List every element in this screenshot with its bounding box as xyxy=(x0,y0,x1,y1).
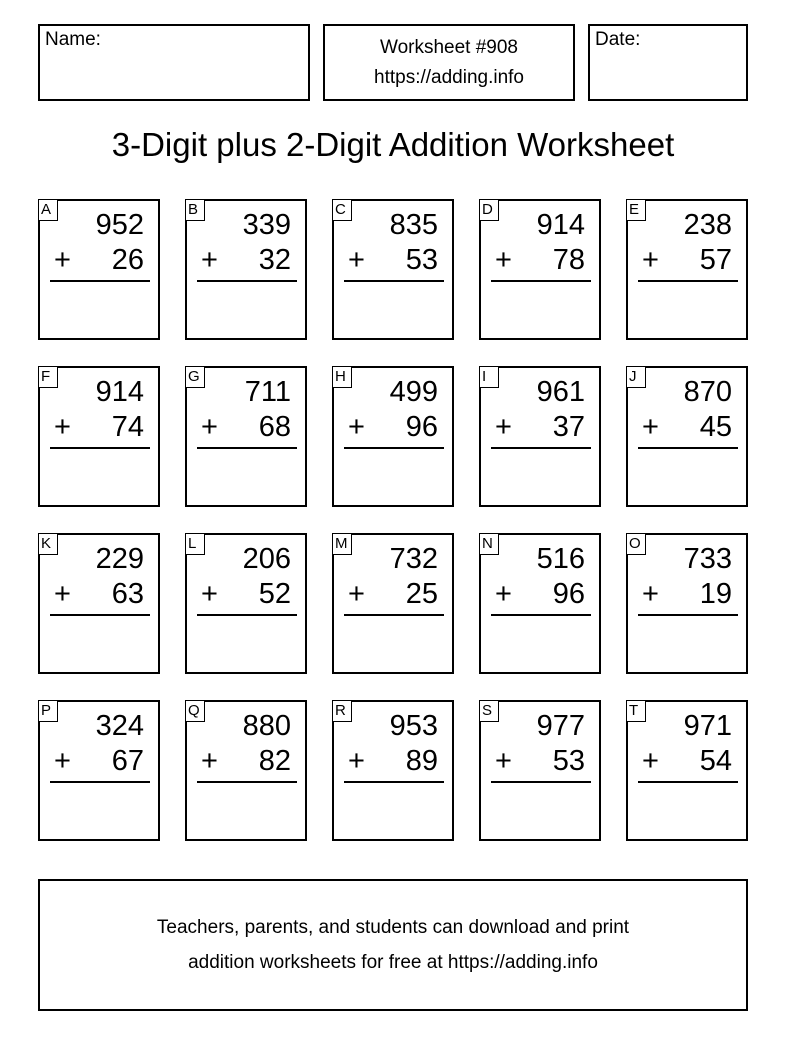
top-addend: 952 xyxy=(95,209,144,241)
bottom-addend: 19 xyxy=(699,578,732,610)
bottom-addend: 32 xyxy=(258,244,291,276)
plus-sign: + xyxy=(495,244,512,276)
problem-letter: R xyxy=(332,700,352,722)
bottom-addend: 45 xyxy=(699,411,732,443)
problem-cell-k[interactable] xyxy=(38,533,160,674)
bottom-addend: 52 xyxy=(258,578,291,610)
worksheet-title: 3-Digit plus 2-Digit Addition Worksheet xyxy=(111,126,675,163)
bottom-addend: 37 xyxy=(552,411,585,443)
problem-letter: E xyxy=(626,199,646,221)
problem-cell-j[interactable] xyxy=(626,366,748,507)
bottom-addend: 63 xyxy=(111,578,144,610)
footer-line-2: addition worksheets for free at https://adding.info xyxy=(188,952,598,973)
plus-sign: + xyxy=(201,244,218,276)
top-addend: 229 xyxy=(95,543,144,575)
problem-cell-p[interactable] xyxy=(38,700,160,841)
answer-line xyxy=(638,280,738,282)
plus-sign: + xyxy=(54,411,71,443)
answer-line xyxy=(344,447,444,449)
problem-letter: I xyxy=(479,366,499,388)
bottom-addend: 54 xyxy=(699,745,732,777)
bottom-addend: 53 xyxy=(552,745,585,777)
plus-sign: + xyxy=(348,244,365,276)
bottom-addend: 25 xyxy=(405,578,438,610)
plus-sign: + xyxy=(495,411,512,443)
answer-line xyxy=(638,447,738,449)
answer-line xyxy=(197,447,297,449)
answer-line xyxy=(638,781,738,783)
problem-cell-o[interactable] xyxy=(626,533,748,674)
plus-sign: + xyxy=(348,578,365,610)
plus-sign: + xyxy=(642,411,659,443)
top-addend: 206 xyxy=(242,543,291,575)
top-addend: 977 xyxy=(536,710,585,742)
top-addend: 961 xyxy=(536,376,585,408)
bottom-addend: 89 xyxy=(405,745,438,777)
problem-letter: B xyxy=(185,199,205,221)
problem-letter: O xyxy=(626,533,646,555)
answer-line xyxy=(50,781,150,783)
plus-sign: + xyxy=(54,578,71,610)
answer-line xyxy=(344,280,444,282)
footer-line-1: Teachers, parents, and students can download and print xyxy=(156,917,630,938)
bottom-addend: 67 xyxy=(111,745,144,777)
bottom-addend: 74 xyxy=(111,411,144,443)
top-addend: 516 xyxy=(536,543,585,575)
answer-line xyxy=(197,781,297,783)
plus-sign: + xyxy=(495,578,512,610)
problem-cell-d[interactable] xyxy=(479,199,601,340)
top-addend: 880 xyxy=(242,710,291,742)
problem-cell-f[interactable] xyxy=(38,366,160,507)
problem-letter: H xyxy=(332,366,352,388)
top-addend: 238 xyxy=(683,209,732,241)
problem-cell-q[interactable] xyxy=(185,700,307,841)
worksheet-info-box xyxy=(323,24,575,101)
date-label: Date: xyxy=(595,29,641,50)
site-url: https://adding.info xyxy=(374,67,524,88)
problem-letter: P xyxy=(38,700,58,722)
problem-letter: M xyxy=(332,533,352,555)
problem-letter: L xyxy=(185,533,205,555)
answer-line xyxy=(491,614,591,616)
bottom-addend: 78 xyxy=(552,244,585,276)
problem-letter: G xyxy=(185,366,205,388)
top-addend: 732 xyxy=(389,543,438,575)
bottom-addend: 26 xyxy=(111,244,144,276)
problem-letter: S xyxy=(479,700,499,722)
problem-letter: N xyxy=(479,533,499,555)
name-field-box[interactable] xyxy=(38,24,310,101)
name-label: Name: xyxy=(45,29,101,50)
bottom-addend: 96 xyxy=(405,411,438,443)
top-addend: 733 xyxy=(683,543,732,575)
top-addend: 870 xyxy=(683,376,732,408)
top-addend: 339 xyxy=(242,209,291,241)
date-field-box[interactable] xyxy=(588,24,748,101)
bottom-addend: 82 xyxy=(258,745,291,777)
answer-line xyxy=(50,614,150,616)
problem-letter: A xyxy=(38,199,58,221)
answer-line xyxy=(344,614,444,616)
problem-cell-h[interactable] xyxy=(332,366,454,507)
problem-cell-c[interactable] xyxy=(332,199,454,340)
top-addend: 914 xyxy=(95,376,144,408)
problem-cell-i[interactable] xyxy=(479,366,601,507)
plus-sign: + xyxy=(201,411,218,443)
problem-cell-r[interactable] xyxy=(332,700,454,841)
plus-sign: + xyxy=(642,745,659,777)
plus-sign: + xyxy=(348,411,365,443)
top-addend: 499 xyxy=(389,376,438,408)
plus-sign: + xyxy=(642,578,659,610)
problem-letter: K xyxy=(38,533,58,555)
plus-sign: + xyxy=(54,244,71,276)
problem-cell-n[interactable] xyxy=(479,533,601,674)
problem-cell-e[interactable] xyxy=(626,199,748,340)
problem-cell-g[interactable] xyxy=(185,366,307,507)
bottom-addend: 53 xyxy=(405,244,438,276)
worksheet-id: Worksheet #908 xyxy=(379,37,518,58)
footer-box xyxy=(38,879,748,1011)
problem-cell-b[interactable] xyxy=(185,199,307,340)
bottom-addend: 68 xyxy=(258,411,291,443)
answer-line xyxy=(197,614,297,616)
bottom-addend: 57 xyxy=(699,244,732,276)
problem-letter: F xyxy=(38,366,58,388)
top-addend: 835 xyxy=(389,209,438,241)
top-addend: 914 xyxy=(536,209,585,241)
bottom-addend: 96 xyxy=(552,578,585,610)
answer-line xyxy=(491,280,591,282)
plus-sign: + xyxy=(201,578,218,610)
answer-line xyxy=(50,447,150,449)
plus-sign: + xyxy=(495,745,512,777)
problem-letter: Q xyxy=(185,700,205,722)
answer-line xyxy=(491,781,591,783)
problem-cell-m[interactable] xyxy=(332,533,454,674)
problem-letter: J xyxy=(626,366,646,388)
problem-letter: C xyxy=(332,199,352,221)
problem-letter: D xyxy=(479,199,499,221)
top-addend: 324 xyxy=(95,710,144,742)
answer-line xyxy=(344,781,444,783)
plus-sign: + xyxy=(201,745,218,777)
answer-line xyxy=(50,280,150,282)
problem-cell-s[interactable] xyxy=(479,700,601,841)
problem-cell-a[interactable] xyxy=(38,199,160,340)
top-addend: 953 xyxy=(389,710,438,742)
plus-sign: + xyxy=(348,745,365,777)
problem-cell-l[interactable] xyxy=(185,533,307,674)
problem-letter: T xyxy=(626,700,646,722)
plus-sign: + xyxy=(54,745,71,777)
answer-line xyxy=(638,614,738,616)
plus-sign: + xyxy=(642,244,659,276)
answer-line xyxy=(491,447,591,449)
problem-cell-t[interactable] xyxy=(626,700,748,841)
top-addend: 711 xyxy=(244,376,291,408)
answer-line xyxy=(197,280,297,282)
top-addend: 971 xyxy=(683,710,732,742)
